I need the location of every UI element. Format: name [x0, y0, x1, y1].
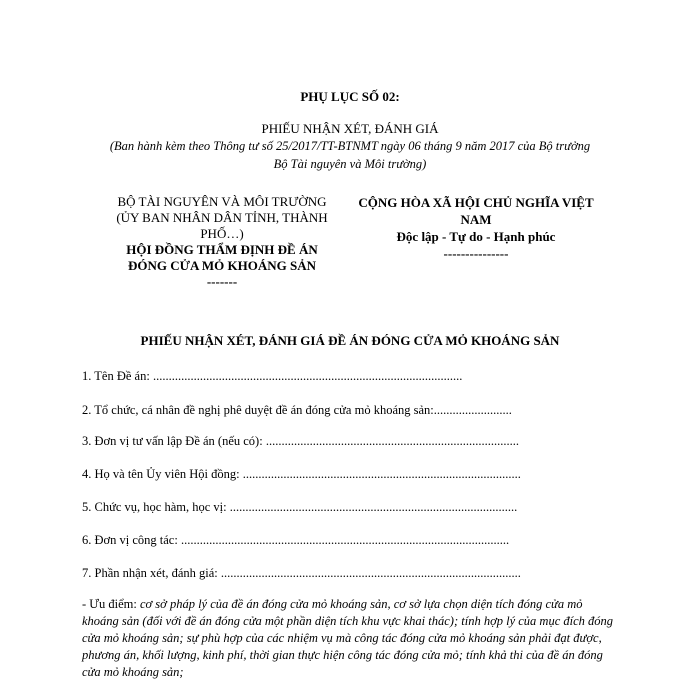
form-name: PHIẾU NHẬN XÉT, ĐÁNH GIÁ: [261, 121, 439, 136]
field-label: 1. Tên Đề án:: [82, 369, 153, 383]
advantages-text: cơ sở pháp lý của đề án đóng cửa mỏ khoáng sản, cơ sở lựa chọn diện tích đóng cửa mỏ khoáng sản (đối với đề án đóng cửa một phần diện tích khu vực khai thác); tính hợp lý của mục đích đóng cửa mỏ khoáng sản; sự phù hợp của các nhiệm vụ mà công tác đóng cửa mỏ khoáng sản phải đạt được, phương án, khối lượng, kinh phí, thời gian thực hiện công tác đóng cửa mỏ; tính khả thi của đề án đóng cửa mỏ khoáng sản;: [82, 597, 614, 679]
field-project-name: [82, 369, 462, 384]
republic-line1: CỘNG HÒA XÃ HỘI CHỦ NGHĨA VIỆT: [358, 195, 594, 210]
issued-note: [80, 137, 620, 173]
issuing-authority-block: [82, 194, 362, 290]
field-consultant: [82, 434, 519, 449]
field-label: 6. Đơn vị công tác:: [82, 533, 181, 547]
advantages-label: - Ưu điểm:: [82, 597, 140, 611]
council-line1: HỘI ĐỒNG THẨM ĐỊNH ĐỀ ÁN: [126, 242, 318, 257]
fill-in-line: .........................................................................................................: [180, 533, 510, 547]
field-label: 4. Họ và tên Ủy viên Hội đồng:: [82, 467, 243, 481]
national-header-block: [340, 194, 612, 262]
field-label: 5. Chức vụ, học hàm, học vị:: [82, 500, 230, 514]
field-label: 3. Đơn vị tư vấn lập Đề án (nếu có):: [82, 434, 266, 448]
left-separator: -------: [206, 274, 238, 289]
appendix-title: PHỤ LỤC SỐ 02:: [300, 89, 400, 104]
council-line2: ĐÓNG CỬA MỎ KHOÁNG SẢN: [127, 258, 317, 273]
issued-note-line2: Bộ Tài nguyên và Môi trường): [273, 157, 427, 171]
right-separator: ---------------: [443, 246, 509, 261]
field-workplace: [82, 533, 509, 548]
fill-in-line: ................................................................................................: [220, 566, 521, 580]
fill-in-line: .........................................................................................: [242, 467, 521, 481]
committee-line1: (ỦY BAN NHÂN DÂN TỈNH, THÀNH: [116, 210, 328, 225]
committee-line2: PHỐ…): [200, 226, 244, 241]
field-applicant: [82, 403, 512, 418]
field-label: 7. Phần nhận xét, đánh giá:: [82, 566, 221, 580]
main-title: PHIẾU NHẬN XÉT, ĐÁNH GIÁ ĐỀ ÁN ĐÓNG CỬA MỎ KHOÁNG SẢN: [140, 333, 560, 348]
issued-note-line1: (Ban hành kèm theo Thông tư số 25/2017/TT-BTNMT ngày 06 tháng 9 năm 2017 của Bộ trưởng: [109, 139, 591, 153]
fill-in-line: ............................................................................................: [229, 500, 518, 514]
fill-in-line: ...................................................................................................: [152, 369, 463, 383]
republic-line2: NAM: [460, 212, 492, 227]
national-motto: Độc lập - Tự do - Hạnh phúc: [396, 229, 556, 244]
fill-in-line: .................................................................................: [265, 434, 519, 448]
ministry-name: BỘ TÀI NGUYÊN VÀ MÔI TRƯỜNG: [117, 194, 327, 209]
field-member-name: [82, 467, 521, 482]
field-position: [82, 500, 517, 515]
fill-in-line: .........................: [433, 403, 512, 417]
field-assessment: [82, 566, 521, 581]
field-label: 2. Tổ chức, cá nhân đề nghị phê duyệt đề án đóng cửa mỏ khoáng sản:: [82, 403, 434, 417]
advantages-paragraph: [82, 596, 622, 681]
